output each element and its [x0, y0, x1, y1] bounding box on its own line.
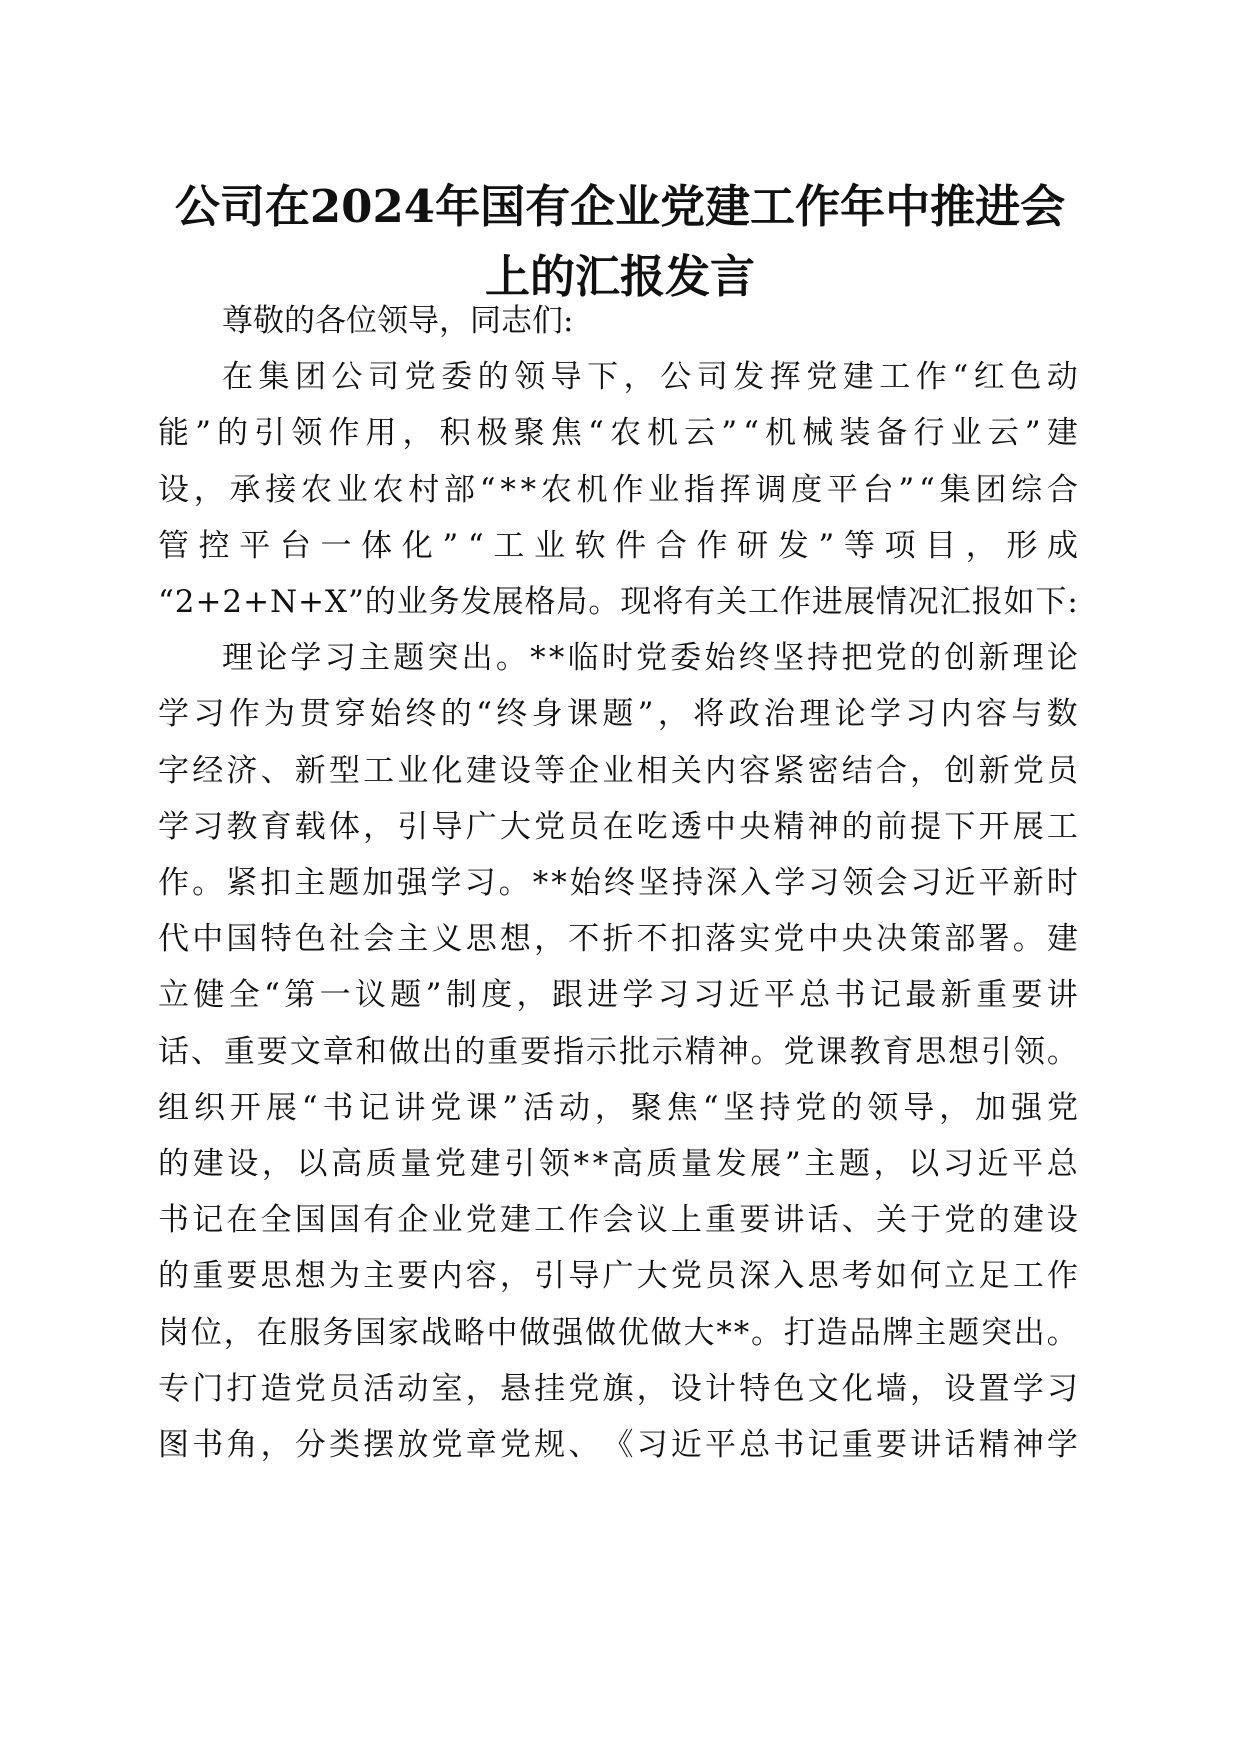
- body-text-line: 在 集 团 公 司 党 委 的 领 导 下 ， 公 司 发 挥 党 建 工 作 “ 红 色 动: [222, 359, 1078, 396]
- body-text-line: 管 控 平 台 一 体 化 ” “ 工 业 软 件 合 作 研 发 ” 等 项 目 ， 形 成: [158, 527, 1078, 564]
- body-text-line: 立 健 全 “ 第 一 议 题 ” 制 度 ， 跟 进 学 习 习 近 平 总 书 记 最 新 重 要 讲: [158, 977, 1078, 1014]
- body-text-line: 尊 敬 的 各 位 领 导 ， 同 志 们 :: [222, 303, 574, 339]
- body-text-line: 组 织 开 展 “ 书 记 讲 党 课 ” 活 动 ， 聚 焦 “ 坚 持 党 的 领 导 ， 加 强 党: [158, 1089, 1078, 1126]
- body-text-line: 书 记 在 全 国 国 有 企 业 党 建 工 作 会 议 上 重 要 讲 话 、 关 于 党 的 建 设: [158, 1202, 1078, 1239]
- document-title-line-2: 上的汇报发言: [484, 250, 755, 303]
- body-text-line: 设 ， 承 接 农 业 农 村 部 “ * * 农 机 作 业 指 挥 调 度 平 台 ” “ 集 团 综 合: [158, 471, 1078, 508]
- body-text-line: 学 习 作 为 贯 穿 始 终 的 “ 终 身 课 题 ” ， 将 政 治 理 论 学 习 内 容 与 数: [158, 696, 1078, 733]
- body-text-line: 代 中 国 特 色 社 会 主 义 思 想 ， 不 折 不 扣 落 实 党 中 央 决 策 部 署 。 建: [158, 921, 1078, 958]
- body-text-line: 话 、 重 要 文 章 和 做 出 的 重 要 指 示 批 示 精 神 。 党 课 教 育 思 想 引 领 。: [158, 1033, 1078, 1070]
- body-text-line: 专 门 打 造 党 员 活 动 室 ， 悬 挂 党 旗 ， 设 计 特 色 文 化 墙 ， 设 置 学 习: [158, 1370, 1078, 1407]
- body-text-line: 图 书 角 ， 分 类 摆 放 党 章 党 规 、 《 习 近 平 总 书 记 重 要 讲 话 精 神 学: [158, 1427, 1078, 1463]
- body-text-line: 的 建 设 ， 以 高 质 量 党 建 引 领 * * 高 质 量 发 展 ” 主 题 ， 以 习 近 平 总: [158, 1146, 1078, 1182]
- body-text-line: 字 经 济 、 新 型 工 业 化 建 设 等 企 业 相 关 内 容 紧 密 结 合 ， 创 新 党 员: [158, 752, 1078, 789]
- body-text-line: 理 论 学 习 主 题 突 出 。 * * 临 时 党 委 始 终 坚 持 把 党 的 创 新 理 论: [222, 640, 1078, 677]
- body-text-line: 学 习 教 育 载 体 ， 引 导 广 大 党 员 在 吃 透 中 央 精 神 的 前 提 下 开 展 工: [158, 808, 1078, 845]
- body-text-line: “ 2 + 2 + N + X ” 的 业 务 发 展 格 局 。 现 将 有 关 工 作 进 展 情 况 汇 报 如 下 :: [158, 584, 1078, 620]
- body-text-line: 能 ” 的 引 领 作 用 ， 积 极 聚 焦 “ 农 机 云 ” “ 机 械 装 备 行 业 云 ” 建: [158, 415, 1078, 452]
- body-text-line: 的 重 要 思 想 为 主 要 内 容 ， 引 导 广 大 党 员 深 入 思 考 如 何 立 足 工 作: [158, 1258, 1078, 1295]
- body-text-line: 岗 位 ， 在 服 务 国 家 战 略 中 做 强 做 优 做 大 * * 。 打 造 品 牌 主 题 突 出 。: [158, 1314, 1078, 1351]
- body-text-line: 作 。 紧 扣 主 题 加 强 学 习 。 * * 始 终 坚 持 深 入 学 习 领 会 习 近 平 新 时: [158, 865, 1078, 901]
- document-title-line-1: 公司在2024年国有企业党建工作年中推进会: [174, 180, 1066, 233]
